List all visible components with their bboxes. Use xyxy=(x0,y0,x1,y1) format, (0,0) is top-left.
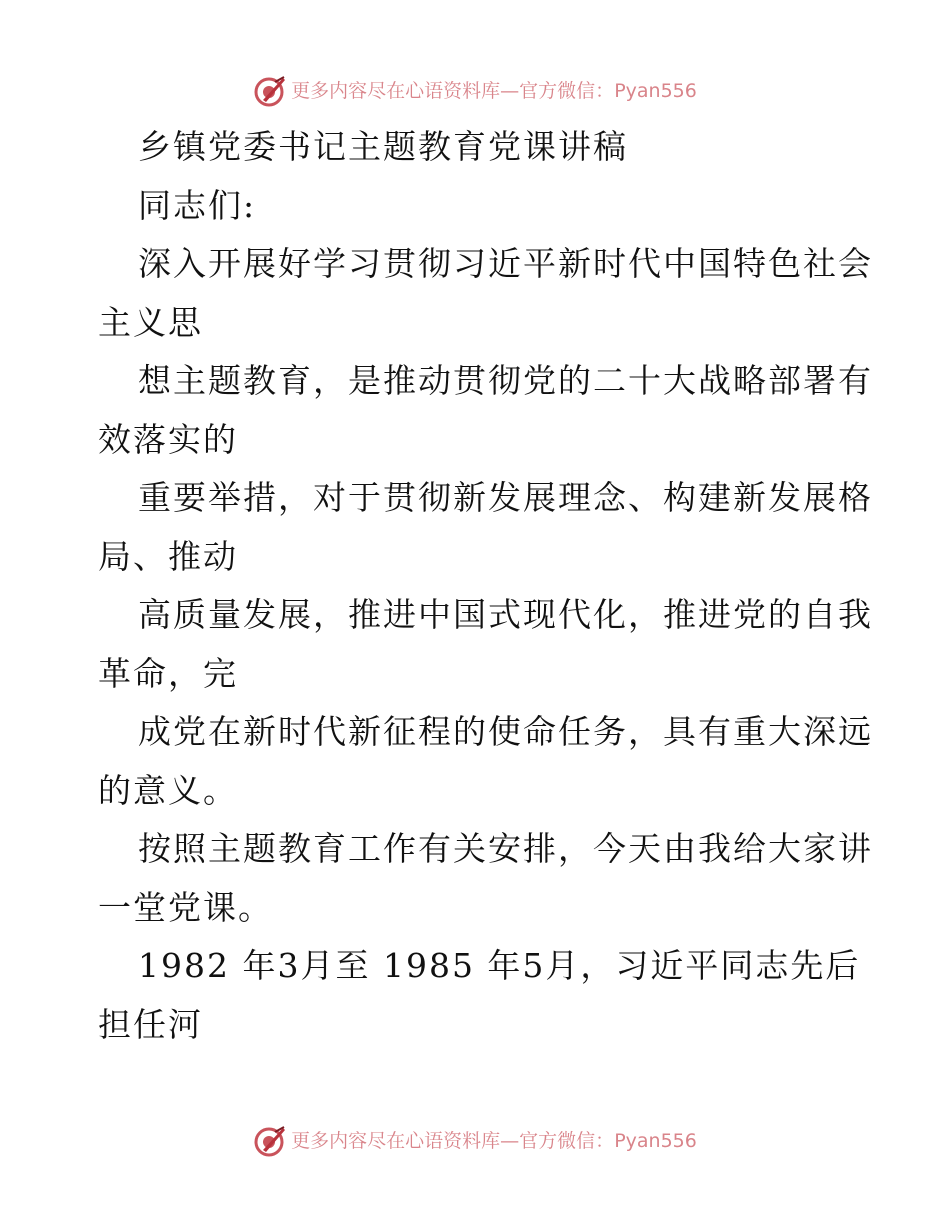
text-line: 的意义。 xyxy=(98,770,238,810)
document-body xyxy=(98,118,873,1054)
watermark-dash: — xyxy=(500,79,520,102)
text-line: 主义思 xyxy=(98,302,203,342)
watermark-main-text: 更多内容尽在心语资料库 xyxy=(291,79,501,102)
text-line: 想主题教育，是推动贯彻党的二十大战略部署有 xyxy=(138,361,873,400)
footer-watermark xyxy=(0,1121,950,1161)
header-watermark xyxy=(0,71,950,111)
text-line: 同志们: xyxy=(138,185,257,225)
text-line: 担任河 xyxy=(98,1004,203,1044)
text-line: 效落实的 xyxy=(98,419,238,459)
text-line: 重要举措，对于贯彻新发展理念、构建新发展格 xyxy=(138,478,873,517)
text-line: 一堂党课。 xyxy=(98,887,273,927)
text-line: 深入开展好学习贯彻习近平新时代中国特色社会 xyxy=(138,244,873,283)
quill-seal-icon xyxy=(253,1124,287,1158)
watermark-wechat-id: Pyan556 xyxy=(614,79,697,102)
text-line: 成党在新时代新征程的使命任务，具有重大深远 xyxy=(138,712,873,751)
watermark-dash: — xyxy=(500,1129,520,1152)
watermark-main-text: 更多内容尽在心语资料库 xyxy=(291,1129,501,1152)
watermark-wechat-id: Pyan556 xyxy=(614,1129,697,1152)
text-line: 1982 年3月至 1985 年5月，习近平同志先后 xyxy=(138,946,861,985)
document-title: 乡镇党委书记主题教育党课讲稿 xyxy=(138,127,628,166)
text-line: 局、推动 xyxy=(98,536,238,576)
text-line: 按照主题教育工作有关安排，今天由我给大家讲 xyxy=(138,829,873,868)
text-line: 高质量发展，推进中国式现代化，推进党的自我 xyxy=(138,595,873,634)
watermark-sub-text: 官方微信： xyxy=(519,79,615,102)
text-line: 革命，完 xyxy=(98,653,238,693)
watermark-sub-text: 官方微信： xyxy=(519,1129,615,1152)
quill-seal-icon xyxy=(253,74,287,108)
